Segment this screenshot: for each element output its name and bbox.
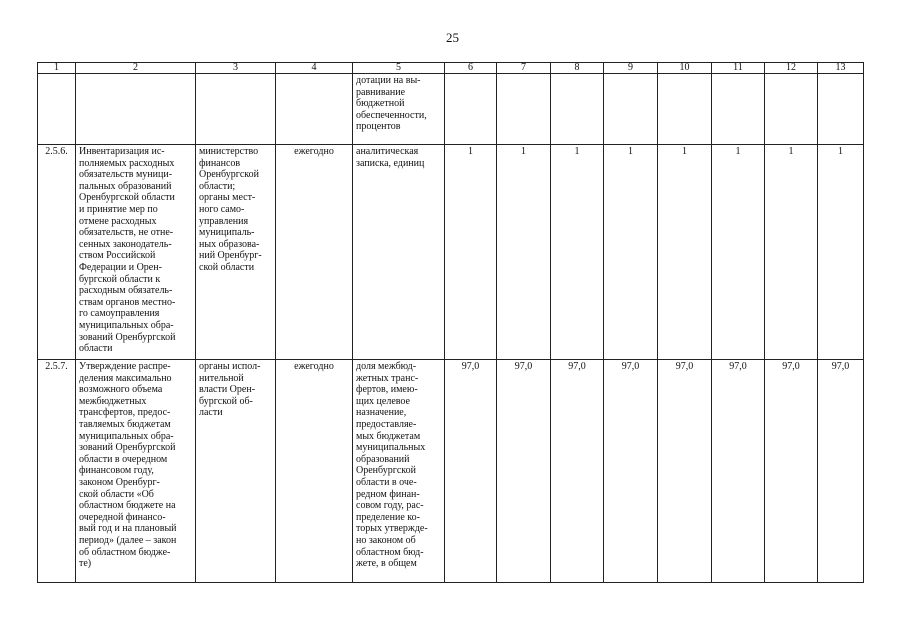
value-cell: 1	[712, 145, 765, 360]
executor-cell: министерство финансов Оренбургской области; органы мест- ного само- управления муниципаль- ных образова- ний Оренбург- ской области	[196, 145, 276, 360]
period-cell: ежегодно	[276, 145, 353, 360]
value-cell: 97,0	[818, 360, 864, 583]
table-cell	[76, 74, 196, 145]
row-id: 2.5.6.	[38, 145, 76, 360]
value-cell: 97,0	[445, 360, 497, 583]
period-cell: ежегодно	[276, 360, 353, 583]
column-header: 2	[76, 63, 196, 74]
value-cell: 1	[658, 145, 712, 360]
table-row	[38, 145, 864, 360]
column-header: 3	[196, 63, 276, 74]
table-row	[38, 360, 864, 583]
table-cell	[38, 74, 76, 145]
column-header: 8	[551, 63, 604, 74]
column-header: 11	[712, 63, 765, 74]
table-cell	[604, 74, 658, 145]
column-header: 1	[38, 63, 76, 74]
plan-table	[37, 62, 864, 583]
executor-cell: органы испол- нительной власти Орен- бургской об- ласти	[196, 360, 276, 583]
value-cell: 97,0	[604, 360, 658, 583]
measure-cell: Утверждение распре- деления максимально возможного объема межбюджетных трансфертов, предос- тавляемых бюджетам муниципальных обра- зований Оренбургской области в очередном финансовом году, законом Оренбург- ской области «Об областном бюджете на очередной финансо- вый год и на плановый период» (далее – закон об областном бюдже- те)	[76, 360, 196, 583]
table-cell	[818, 74, 864, 145]
column-header: 6	[445, 63, 497, 74]
column-header: 5	[353, 63, 445, 74]
column-header: 13	[818, 63, 864, 74]
value-cell: 97,0	[497, 360, 551, 583]
value-cell: 97,0	[712, 360, 765, 583]
table-cell	[658, 74, 712, 145]
value-cell: 1	[765, 145, 818, 360]
value-cell: 1	[604, 145, 658, 360]
table-cell	[765, 74, 818, 145]
row-id: 2.5.7.	[38, 360, 76, 583]
continuation-row	[38, 74, 864, 145]
value-cell: 1	[818, 145, 864, 360]
table-cell	[445, 74, 497, 145]
value-cell: 1	[445, 145, 497, 360]
column-header: 4	[276, 63, 353, 74]
indicator-cell: аналитическая записка, единиц	[353, 145, 445, 360]
indicator-cell: дотации на вы- равнивание бюджетной обеспеченности, процентов	[353, 74, 445, 145]
indicator-cell: доля межбюд- жетных транс- фертов, имею- щих целевое назначение, предоставляе- мых бюджетам муниципальных образований Оренбургской области в оче- редном финан- совом году, рас- пределение ко- торых утвержде- но законом об областном бюд- жете, в общем	[353, 360, 445, 583]
page-number: 25	[446, 30, 459, 45]
value-cell: 97,0	[551, 360, 604, 583]
column-header: 9	[604, 63, 658, 74]
measure-cell: Инвентаризация ис- полняемых расходных обязательств муници- пальных образований Оренбургской области и принятие мер по отмене расходных обязательств, не отне- сенных законодатель- ством Российской Федерации и Орен- бургской области к расходным обязатель- ствам органов местно- го самоуправления муниципальных обра- зований Оренбургской области	[76, 145, 196, 360]
column-header: 7	[497, 63, 551, 74]
table-cell	[551, 74, 604, 145]
value-cell: 1	[551, 145, 604, 360]
value-cell: 97,0	[658, 360, 712, 583]
value-cell: 1	[497, 145, 551, 360]
table-cell	[276, 74, 353, 145]
value-cell: 97,0	[765, 360, 818, 583]
column-header: 12	[765, 63, 818, 74]
column-header-row	[38, 63, 864, 74]
table-cell	[712, 74, 765, 145]
table-cell	[196, 74, 276, 145]
table-cell	[497, 74, 551, 145]
column-header: 10	[658, 63, 712, 74]
